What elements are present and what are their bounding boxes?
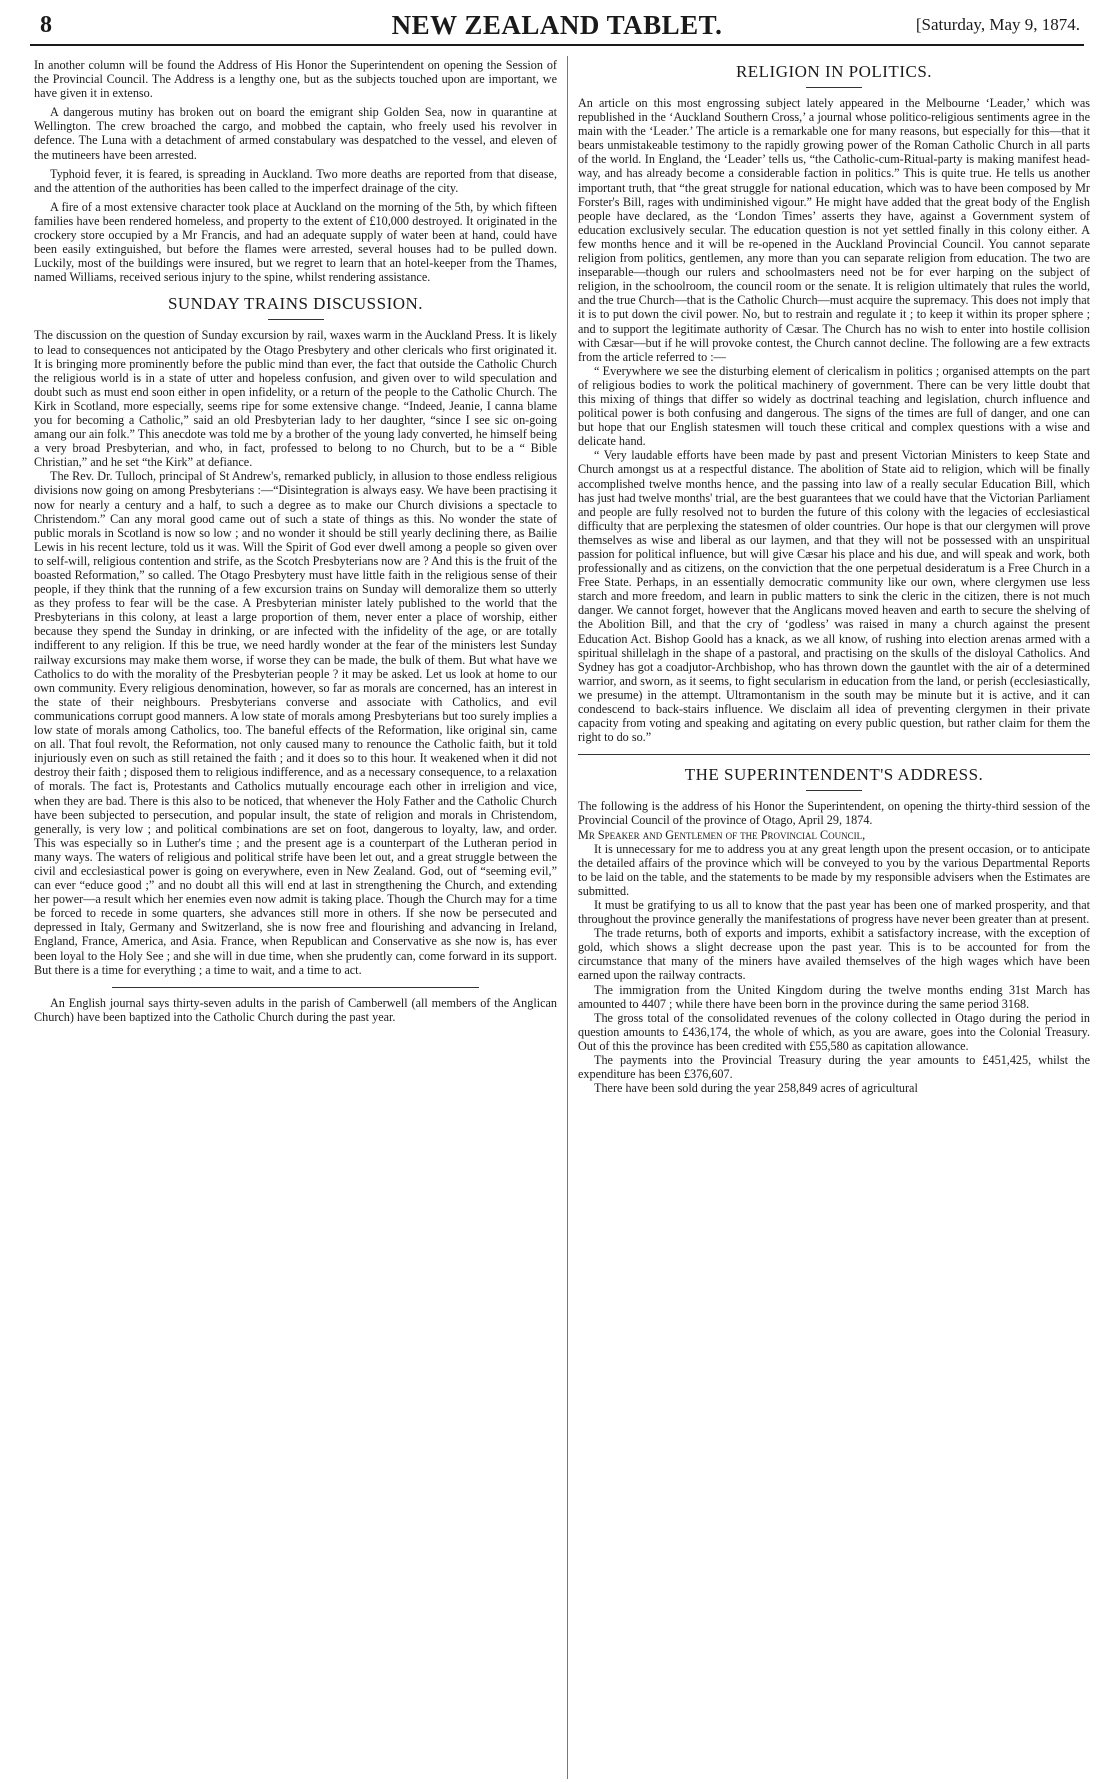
left-column: [34, 58, 557, 1779]
address-paragraph: The immigration from the United Kingdom during the twelve months ending 31st March has amounted to 4407 ; while there have been born in the province during the same period 3168.: [578, 982, 1090, 1011]
address-paragraph: It is unnecessary for me to address you at any great length upon the present occasion, or to anticipate the detailed affairs of the province which will be conveyed to you by the various Departmental Reports to be laid on the table, and the statements to be made by my responsible advisers when the Estimates are submitted.: [578, 841, 1090, 898]
section-rule: [578, 754, 1090, 755]
right-column: [578, 58, 1090, 1779]
heading-rule: [268, 319, 324, 320]
superintendent-address-heading: THE SUPERINTENDENT'S ADDRESS.: [684, 765, 984, 785]
address-paragraph: The trade returns, both of exports and imports, exhibit a satisfactory increase, with the exception of gold, which shows a slight decrease upon the past year. This is to be accounted for from the circumstance that many of the miners have availed themselves of the high wages which have been earned upon the railway contracts.: [578, 926, 1090, 983]
address-salutation: Mr Speaker and Gentlemen of the Provincial Council,: [578, 827, 866, 842]
camberwell-note: An English journal says thirty-seven adults in the parish of Camberwell (all members of the Anglican Church) have been baptized into the Catholic Church during the past year.: [34, 995, 557, 1024]
issue-date: [Saturday, May 9, 1874.: [915, 15, 1080, 34]
note-typhoid: Typhoid fever, it is feared, is spreading in Auckland. Two more deaths are reported from that disease, and the attention of the authorities has been called to the imperfect drainage of the city.: [34, 166, 557, 195]
section-rule: [112, 987, 478, 988]
newspaper-title: NEW ZEALAND TABLET.: [391, 10, 723, 40]
page-number: 8: [40, 12, 52, 38]
column-divider: [567, 56, 568, 1779]
masthead: [30, 10, 1084, 46]
address-paragraph: The gross total of the consolidated revenues of the colony collected in Otago during the period in question amounts to £436,174, the whole of which, as you are aware, goes into the Colonial Treasury. Out of this the province has been credited with £55,580 as capitation allowance.: [578, 1010, 1090, 1053]
address-intro: The following is the address of his Honor the Superintendent, on opening the thirty-third session of the Provincial Council of the province of Otago, April 29, 1874.: [578, 799, 1090, 828]
sunday-trains-paragraph: The discussion on the question of Sunday excursion by rail, waxes warm in the Auckland Press. It is likely to lead to consequences not anticipated by the Otago Presbytery and other clericals who first originated it. It is bringing more prominently before the public mind than ever, the fact that outside the Catholic Church the religious world is in a state of utter and hopeless confusion, and given over to wild speculation and doubt such as must end soon either in open infidelity, or a return of the people to the Catholic Church. The Kirk in Scotland, more especially, seems ripe for some extensive change. “Indeed, Jeanie, I canna blame you for becoming a Catholic,” said an old Presbyterian lady to her daughter, “since I see sic on-going amang our ain folk.” This anecdote was told me by a brother of the young lady converted, he himself being a very broad Presbyterian, and who, in fact, professed to belong to no Church, but to be a “ Bible Christian,” and he set “the Kirk” at defiance.: [34, 328, 557, 470]
sunday-trains-paragraph: The Rev. Dr. Tulloch, principal of St Andrew's, remarked publicly, in allusion to those endless religious divisions now going on among Presbyterians :—“Disintegration is always easy. We have been practising it now for nearly a century and a half, to such a degree as to make our Church divisions a spectacle to Christendom.” Can any moral good came out of such a state of things as this. No wonder the state of public morals in Scotland is now so low ; and no wonder it should be still yearly declining there, as Bailie Lewis in his recent lecture, told us it was. Will the Spirit of God ever dwell among a people so given over to self-will, religious contention and strife, as the Scotch Presbyterians now are ? And this is the fruit of the boasted Reformation,” so called. The Otago Presbytery must have little faith in the religious sense of their people, if they think that the running of a few excursion trains on Sunday will demoralize them so utterly as they profess to fear will be the case. A Presbyterian minister lately published to the world that the Presbyterians in this colony, at least a large proportion of them, never enter a place of worship, either because they spend the Sunday in drinking, or are infected with the infidelity of the age, or are totally indifferent to any religion. If this be true, we need hardly wonder at the fear of the ministers lest Sunday railway excursions may make them worse, if worse they can be made, the bulk of them. But what have we Catholics to do with the morality of the Presbyterian people ? it may be asked. Let us look at home to our own community. Every religious denomination, however, so far as morals are concerned, has an interest in the state of their neighbours. Presbyterians converse and associate with Catholics, and evil communications corrupt good manners. A low state of morals among Presbyterians but too surely implies a low state of morals among Catholics, too. The baneful effects of the Reformation, like original sin, came on all. That foul revolt, the Reformation, not only caused many to renounce the Catholic faith, but it told injuriously even on such as still retained the faith ; and it does so to this hour. It weakened when it did not destroy their faith ; disposed them to religious indifference, and as a necessary consequence, to a relaxation of morals. The fact is, Protestants and Catholics mutually encourage each other in irreligion and vice, when they are bad. There is this also to be noticed, that whenever the Holy Father and the Catholic Church have been subjected to persecution, and popular insult, the state of religion and morals in Christendom, generally, is very low ; and political combinations are set on foot, dangerous to loyalty, law, and order. This was especially so in Luther's time ; and the present age is a counterpart of the Lutheran period in many ways. The waters of religious and political strife have been let out, and a great struggle between the civil and ecclesiastical power is going on everywhere, even in New Zealand. God, out of “seeming evil,” can ever “educe good ;” and no doubt all this will end at last in strengthening the Church, and extending her power—a result which her enemies even now admit is taking place. Though the Church may for a time be forced to recede in some quarters, she advances still more in others. If she now be persecuted and depressed in Italy, Germany and Switzerland, she is now free and flourishing and advancing in Ireland, England, France, America, and Asia. France, when Republican and Conservative as she now is, has ever been loyal to the Holy See ; and she will in due time, when she prudently can, come forward in its support. But there is a time for everything ; a time to wait, and a time to act.: [34, 469, 557, 977]
address-paragraph: The payments into the Provincial Treasury during the year amounts to £451,425, whilst the expenditure has been £376,607.: [578, 1053, 1090, 1082]
note-mutiny: A dangerous mutiny has broken out on board the emigrant ship Golden Sea, now in quarantine at Wellington. The crew broached the cargo, and mobbed the captain, who freely used his revolver in defence. The Luna with a detachment of armed constabulary was despatched to the vessel, and eleven of the mutineers have been arrested.: [34, 105, 557, 162]
religion-politics-paragraph: An article on this most engrossing subject lately appeared in the Melbourne ‘Leader,’ which was republished in the ‘Auckland Southern Cross,’ a journal whose politico-religious sentiments agree in the main with the ‘Leader.’ The article is a remarkable one for many reasons, but especially for this—that it bears unmistakeable testimony to the rapidly growing power of the Roman Catholic Church in all parts of the world. In England, the ‘Leader’ tells us, “the Catholic-cum-Ritual-party is making manifest head-way, and has already become a considerable faction in politics.” This is quite true. He tells us another important truth, that “the great struggle for national education, which was to have been composed by Mr Forster's Bill, rages with undiminished vigour.” He might have added that the great body of the English people have declared, as the ‘London Times’ asserts they have, against a Government system of education exclusively secular. The education question is not yet settled finally in this colony either. A few months hence and it will be re-opened in the Auckland Provincial Council. You cannot separate religion from politics, gentlemen, any more than you can separate religion from education. The two are inseparable—though our rulers and schoolmasters need not be for ever harping on the subject of religion, in the schoolroom, the council room or the senate. It is religion ultimately that rules the world, and the true Church—that is the Catholic Church—must acquire the supremacy. This does not imply that it is to put down the civil power. No, but to restrain and regulate it ; to keep it within its proper sphere ; and to support the legitimate authority of Cæsar. The Church has no wish to enter into hostile collision with Cæsar—but if he will provoke contest, the Church cannot decline. The following are a few extracts from the article referred to :—: [578, 96, 1090, 364]
note-provincial-address: In another column will be found the Address of His Honor the Superintendent on opening the Session of the Provincial Council. The Address is a lengthy one, but as the subjects touched upon are important, we have given it in extenso.: [34, 58, 557, 101]
heading-rule: [806, 790, 862, 791]
note-auckland-fire: A fire of a most extensive character took place at Auckland on the morning of the 5th, by which fifteen families have been rendered homeless, and property to the extent of £10,000 destroyed. It originated in the crockery store occupied by a Mr Francis, and had an adequate supply of water been at hand, could have been easily extinguished, but before the flames were arrested, several houses had to be pulled down. Luckily, most of the buildings were insured, but we regret to learn that an hotel-keeper from the Thames, named Williams, received serious injury to the spine, whilst rendering assistance.: [34, 199, 557, 285]
religion-politics-extract: “ Very laudable efforts have been made by past and present Victorian Ministers to keep State and Church amongst us at a respectful distance. The abolition of State aid to religion, which will be finally accomplished twelve months hence, and the passing into law of a really secular Education Bill, which has just had twelve months' trial, are the best guarantees that we could have that the Victorian Parliament and people are fully resolved not to burden the future of this colony with the legacies of ecclesiastical difficulty that are perplexing the statesmen of older countries. Our hope is that our clergymen will prove themselves as wise and liberal as our laymen, and that they will not be possessed with an unspiritual passion for political influence, but will give Cæsar his place and his due, and will speak and work, both professionally and as citizens, on the conviction that the one perpetual desideratum is a Free Church in a Free State. Perhaps, in an essentially democratic community like our own, where clergymen use less starch and more freedom, and learn in public matters to sink the cleric in the citizen, there is not much danger. We cannot forget, however that the Anglicans moved heaven and earth to secure the shelving of the Abolition Bill, and that the cry of ‘godless’ was raised in many a church against the present Education Act. Bishop Goold has a knack, as we all know, of rushing into election arenas armed with a spiritual shillelagh in the shape of a pastoral, and practising on the skulls of the disloyal Catholics. And Sydney has got a coadjutor-Archbishop, who has thrown down the gauntlet with the air of a determined warrior, and sworn, as it seems, to fight secularism in education from the land, or perish (ecclesiastically, we presume) in the attempt. Ultramontanism in the south may be minute but it is active, and it can condescend to back-stairs influence. We disclaim all idea of preventing clergymen in their private capacity from voting and speaking and agitating on every public question, but rather claim for them the right to do so.”: [578, 448, 1090, 745]
sunday-trains-heading: SUNDAY TRAINS DISCUSSION.: [167, 294, 424, 314]
address-paragraph: It must be gratifying to us all to know that the past year has been one of marked prosperity, and that throughout the province generally the manifestations of progress have never been greater than at present.: [578, 897, 1090, 927]
religion-politics-heading: RELIGION IN POLITICS.: [735, 62, 933, 81]
religion-politics-extract: “ Everywhere we see the disturbing element of clericalism in politics ; organised attempts on the part of religious bodies to work the political machinery of government. There can be very little doubt that this mixing of things that differ so widely as doctrinal teaching and legislation, church influence and political power is both confusing and dangerous. The signs of the times are full of danger, and one can but hope that our English statesmen will touch these critical and complex questions with a wise and delicate hand.: [578, 363, 1090, 449]
heading-rule: [806, 87, 862, 88]
address-paragraph: There have been sold during the year 258,849 acres of agricultural: [594, 1081, 918, 1096]
